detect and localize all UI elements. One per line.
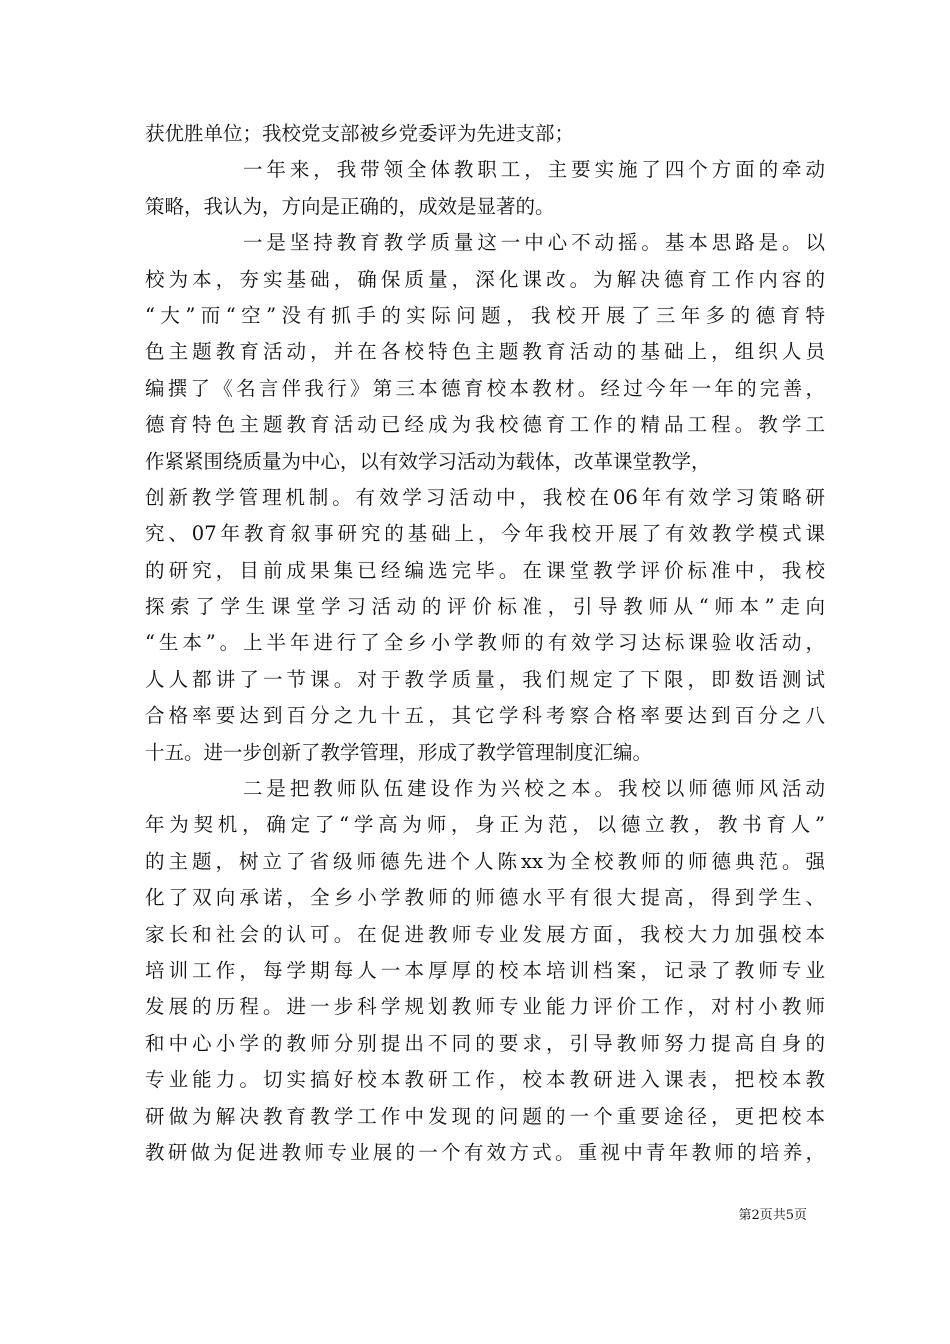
page-number-footer: 第2页共5页 bbox=[738, 1208, 807, 1223]
text-line: 合格率要达到百分之九十五，其它学科考察合格率要达到百分之八 bbox=[145, 704, 825, 728]
text-line: 化了双向承诺，全乡小学教师的师德水平有很大提高，得到学生、 bbox=[145, 886, 825, 910]
text-line: 研做为解决教育教学工作中发现的问题的一个重要途径，更把校本 bbox=[145, 1104, 825, 1128]
text-line: 作紧紧围绕质量为中心，以有效学习活动为载体，改革课堂教学， bbox=[145, 449, 711, 473]
text-line: 创新教学管理机制。有效学习活动中，我校在06年有效学习策略研 bbox=[145, 485, 825, 509]
text-line: 发展的历程。进一步科学规划教师专业能力评价工作，对村小教师 bbox=[145, 995, 825, 1019]
text-line: 的研究，目前成果集已经编选完毕。在课堂教学评价标准中，我校 bbox=[145, 558, 825, 582]
text-line: 专业能力。切实搞好校本教研工作，校本教研进入课表，把校本教 bbox=[145, 1068, 825, 1092]
text-line: 十五。进一步创新了教学管理，形成了教学管理制度汇编。 bbox=[145, 740, 653, 764]
paragraph-start-line: 一是坚持教育教学质量这一中心不动摇。基本思路是。以 bbox=[243, 231, 825, 255]
text-line: 色主题教育活动，并在各校特色主题教育活动的基础上，组织人员 bbox=[145, 340, 825, 364]
text-line: 究、07年教育叙事研究的基础上，今年我校开展了有效教学模式课 bbox=[145, 522, 825, 546]
text-line: 获优胜单位；我校党支部被乡党委评为先进支部； bbox=[145, 122, 575, 145]
text-line: 人人都讲了一节课。对于教学质量，我们规定了下限，即数语测试 bbox=[145, 667, 825, 691]
paragraph-start-line: 一年来，我带领全体教职工，主要实施了四个方面的牵动 bbox=[243, 158, 825, 182]
text-line: 教研做为促进教师专业展的一个有效方式。重视中青年教师的培养， bbox=[145, 1140, 825, 1164]
text-line: 策略，我认为，方向是正确的，成效是显著的。 bbox=[145, 194, 555, 218]
text-line: 培训工作，每学期每人一本厚厚的校本培训档案，记录了教师专业 bbox=[145, 958, 825, 982]
body-text bbox=[145, 116, 825, 1171]
text-line: 编撰了《名言伴我行》第三本德育校本教材。经过今年一年的完善， bbox=[145, 376, 825, 400]
text-line: 校为本，夯实基础，确保质量，深化课改。为解决德育工作内容的 bbox=[145, 267, 825, 291]
paragraph-start-line: 二是把教师队伍建设作为兴校之本。我校以师德师风活动 bbox=[243, 777, 825, 801]
text-line: 德育特色主题教育活动已经成为我校德育工作的精品工程。教学工 bbox=[145, 413, 825, 437]
text-line: “生本”。上半年进行了全乡小学教师的有效学习达标课验收活动， bbox=[145, 631, 825, 655]
text-line: “大”而“空”没有抓手的实际问题，我校开展了三年多的德育特 bbox=[145, 303, 825, 327]
text-line: 年为契机，确定了“学高为师，身正为范，以德立教，教书育人” bbox=[145, 813, 825, 837]
text-line: 的主题，树立了省级师德先进个人陈xx为全校教师的师德典范。强 bbox=[145, 849, 825, 873]
text-line: 探索了学生课堂学习活动的评价标准，引导教师从“师本”走向 bbox=[145, 595, 825, 619]
text-line: 和中心小学的教师分别提出不同的要求，引导教师努力提高自身的 bbox=[145, 1031, 825, 1055]
text-line: 家长和社会的认可。在促进教师专业发展方面，我校大力加强校本 bbox=[145, 922, 825, 946]
